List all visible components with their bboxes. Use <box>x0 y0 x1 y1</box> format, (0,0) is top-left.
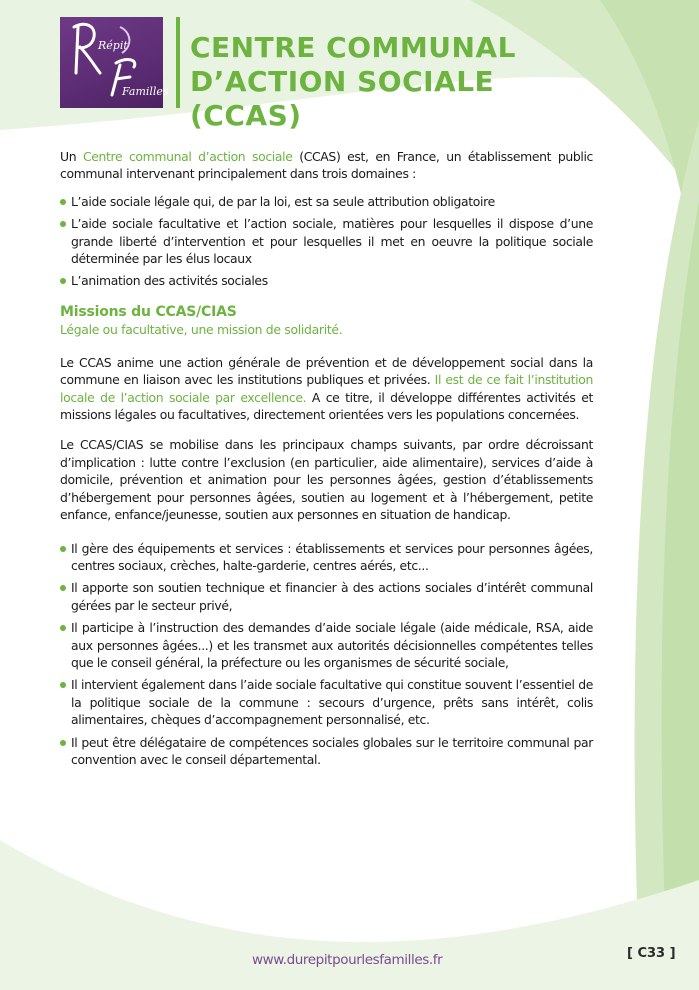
page-title-line-1: CENTRE COMMUNAL <box>190 31 516 64</box>
bullet-icon <box>60 585 66 591</box>
missions-paragraph-2: Le CCAS/CIAS se mobilise dans les principaux champs suivants, par ordre décroissant d’implication : lutte contre l’exclusion (en particulier, aide alimentaire), services d’aide à domicile, prévention et animation pour les personnes âgées, gestion d’établissements d’hébergement pour personnes âgées, soutien au logement et à l’hébergement, petite enfance, enfance/jeunesse, soutien aux personnes en situation de handicap. <box>60 437 593 523</box>
bullet-icon <box>60 546 66 552</box>
domains-list <box>60 193 593 290</box>
list-item: Il participe à l’instruction des demandes d’aide sociale légale (aide médicale, RSA, aide aux personnes âgées...) et les transmet aux autorités décisionnelles compétentes telles que le conseil général, la préfecture ou les organismes de sécurité sociale, <box>60 619 593 671</box>
list-item: L’aide sociale légale qui, de par la loi, est sa seule attribution obligatoire <box>60 193 593 210</box>
website-link[interactable]: www.durepitpourlesfamilles.fr <box>252 952 443 968</box>
section-title: Missions du CCAS/CIAS <box>60 303 237 320</box>
list-item: Il peut être délégataire de compétences sociales globales sur le territoire communal par convention avec le conseil départemental. <box>60 734 593 769</box>
page-title-line-2: D’ACTION SOCIALE (CCAS) <box>190 65 495 132</box>
section-subtitle: Légale ou facultative, une mission de solidarité. <box>60 321 343 337</box>
list-item: Il intervient également dans l’aide sociale facultative qui constitue souvent l’essentiel de la politique sociale de la commune : secours d’urgence, prêts sans intérêt, colis alimentaires, chèques d’accompagnement personnalisé, etc. <box>60 676 593 728</box>
intro-paragraph: Un Centre communal d’action sociale (CCAS) est, en France, un établissement public communal intervenant principalement dans trois domaines : <box>60 149 594 182</box>
bullet-icon <box>60 682 66 688</box>
bullet-icon <box>60 625 66 631</box>
bullet-icon <box>60 278 66 284</box>
missions-list <box>60 540 593 769</box>
page-title <box>190 31 610 133</box>
main-content <box>60 148 593 773</box>
svg-text:Répit: Répit <box>98 39 128 52</box>
list-item: Il apporte son soutien technique et financier à des actions sociales d’intérêt communal gérées par le secteur privé, <box>60 579 593 614</box>
bullet-icon <box>60 199 66 205</box>
bullet-icon <box>60 740 66 746</box>
title-accent-bar <box>176 17 180 108</box>
list-item: Il gère des équipements et services : établissements et services pour personnes âgées, centres sociaux, crèches, halte-garderie, centres aérés, etc... <box>60 540 593 575</box>
missions-highlight: Il est de ce fait l’institution locale de l’action sociale par excellence. <box>60 372 594 405</box>
bullet-icon <box>60 221 66 227</box>
missions-paragraph-1: Le CCAS anime une action générale de prévention et de développement social dans la commune en liaison avec les institutions publiques et privées. Il est de ce fait l’institution locale de l’action sociale par excellence. A ce titre, il développe différentes activités et missions légales ou facultatives, directement orientées vers les populations concernées. <box>60 354 594 423</box>
list-item: L’aide sociale facultative et l’action sociale, matières pour lesquelles il dispose d’une grande liberté d’intervention et pour lesquelles il met en oeuvre la politique sociale déterminée par les élus locaux <box>60 215 593 267</box>
svg-text:Familles: Familles <box>122 85 169 98</box>
repit-familles-logo <box>60 17 169 108</box>
intro-highlight: Centre communal d’action sociale <box>82 149 293 164</box>
list-item: L’animation des activités sociales <box>60 272 593 289</box>
page-number: [ C33 ] <box>627 946 676 961</box>
